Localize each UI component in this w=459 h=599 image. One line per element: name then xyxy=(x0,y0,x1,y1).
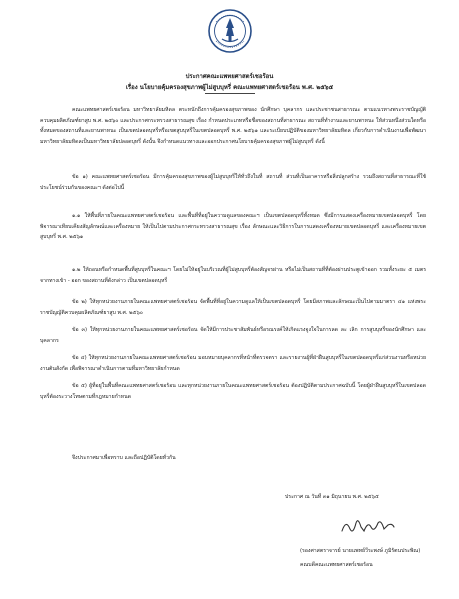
handwritten-signature xyxy=(338,515,398,537)
document-title: ประกาศคณะแพทยศาสตร์เชอร้อน xyxy=(185,73,274,80)
signer-name: (รองศาสตราจารย์ นายแพทย์วีระพงษ์ ภูมิรัตนประพิณ) xyxy=(300,548,421,554)
clause-4: ข้อ ๔) ให้ทุกหน่วยงานภายในคณะแพทยศาสตร์เชอร้อน มอบหมายบุคลากรที่หน้าที่ตรวจตรา และรายงานผู้ที่ฝ่าฝืนสูบบุหรี่ในเขตปลอดบุหรี่แก่ส่วนงานหรือหน่วยงานต้นสังกัด เพื่อพิจารณาดำเนินการตามที่มหาวิทยาลัยกำหนด xyxy=(40,355,426,372)
clause-2: ข้อ ๒) ให้ทุกหน่วยงานภายในคณะแพทยศาสตร์เชอร้อน จัดพื้นที่ที่อยู่ในความดูแลให้เป็นเขตปลอดบุหรี่ โดยมีสภาพและลักษณะเป็นไปตามมาตรา ๔๑ แห่งพระราชบัญญัติควบคุมผลิตภัณฑ์ยาสูบ พ.ศ. ๒๕๖๐ xyxy=(40,299,426,316)
document-subject: เรื่อง นโยบายคุ้มครองสุขภาพผู้ไม่สูบบุหรี่ คณะแพทยศาสตร์เชอร้อน พ.ศ. ๒๕๖๕ xyxy=(125,84,334,91)
clause-1-2: ๑.๒ ให้ถอนหรือกำหนดพื้นที่สูบบุหรี่ในคณะฯ โดยไม่ให้อยู่ในบริเวณที่ผู้ไม่สูบบุหรี่ต้องสัญจรผ่าน หรือไม่เป็นสถานที่ที่ต้องผ่านประตูเข้าออก รวมทั้งระยะ ๕ เมตร จากทางเข้า - ออก ของสถานที่ดังกล่าว เป็นเขตปลอดบุหรี่ xyxy=(40,267,426,284)
title-divider xyxy=(205,93,255,94)
clause-1: ข้อ ๑) คณะแพทยศาสตร์เชอร้อน มีการคุ้มครองสุขภาพของผู้ไม่สูบบุหรี่ให้ทั่วถึงในที่ สถานที่ ส่วนที่เป็นอาคารหรือสิ่งปลูกสร้าง รวมถึงสถานที่สาธารณะที่ใช้ประโยชน์ร่วมกันของคณะฯ ดังต่อไปนี้ xyxy=(40,174,426,191)
announcement-date: ประกาศ ณ วันที่ ๓๑ มิถุนายน พ.ศ. ๒๕๖๕ xyxy=(285,494,379,500)
clause-3: ข้อ ๓) ให้ทุกหน่วยงานภายในคณะแพทยศาสตร์เชอร้อน จัดให้มีการประชาสัมพันธ์หรือรณรงค์ให้เกิดแรงจูงใจในการลด ละ เลิก การสูบบุหรี่ของนักศึกษา และบุคลากร xyxy=(40,327,426,344)
clause-1-1: ๑.๑ ให้พื้นที่ภายในคณะแพทยศาสตร์เชอร้อน และพื้นที่ที่อยู่ในความดูแลของคณะฯ เป็นเขตปลอดบุหรี่ทั้งหมด ซึ่งมีการแสดงเครื่องหมายเขตปลอดบุหรี่ โดยพิจารณาเทียบเคียงสัญลักษณ์และเครื่องหมาย ให้เป็นไปตามประกาศกระทรวงสาธารณสุข เรื่อง ลักษณะและวิธีการในการแสดงเครื่องหมายเขตปลอดบุหรี่ และเครื่องหมายเขต สูบบุหรี่ พ.ศ. ๒๕๖๑ xyxy=(40,213,426,241)
closing-statement: จึงประกาศมาเพื่อทราบ และถือปฏิบัติโดยทั่วกัน xyxy=(72,455,176,461)
university-seal-icon xyxy=(207,8,253,54)
signer-position: คณบดีคณะแพทยศาสตร์เชอร้อน xyxy=(300,562,373,568)
clause-5: ข้อ ๕) ผู้ที่อยู่ในพื้นที่คณะแพทยศาสตร์เชอร้อน และทุกหน่วยงานภายในคณะแพทยศาสตร์เชอร้อน ต้องปฏิบัติตามประกาศฉบับนี้ โดยผู้ฝ่าฝืนสูบบุหรี่ในเขตปลอดบุหรี่ต้องระวางโทษตามที่กฎหมายกำหนด xyxy=(40,383,426,400)
intro-paragraph: คณะแพทยศาสตร์เชอร้อน มหาวิทยาลัยมหิดล ตระหนักถึงการคุ้มครองสุขภาพของ นักศึกษา บุคลากร และประชาชนสาธารณะ ตามแนวทางพระราชบัญญัติควบคุมผลิตภัณฑ์ยาสูบ พ.ศ. ๒๕๖๐ และประกาศกระทรวงสาธารณสุข เรื่อง กำหนดประเภทหรือชื่อของสถานที่สาธารณะ สถานที่ทำงานและยานพาหนะ ให้ส่วนหนึ่งส่วนใดหรือทั้งหมดของสถานที่และยานพาหนะ เป็นเขตปลอดบุหรี่หรือเขตสูบบุหรี่ในเขตปลอดบุหรี่ พ.ศ. ๒๕๖๑ และระเบียบปฏิบัติของมหาวิทยาลัยมหิดล เกี่ยวกับการดำเนินงานเพื่อพัฒนามหาวิทยาลัยมหิดลเป็นมหาวิทยาลัยปลอดบุหรี่ ดังนั้น จึงกำหนดแนวทางและออกประกาศนโยบายคุ้มครองสุขภาพผู้ไม่สูบบุหรี่ ดังนี้ xyxy=(40,107,426,145)
